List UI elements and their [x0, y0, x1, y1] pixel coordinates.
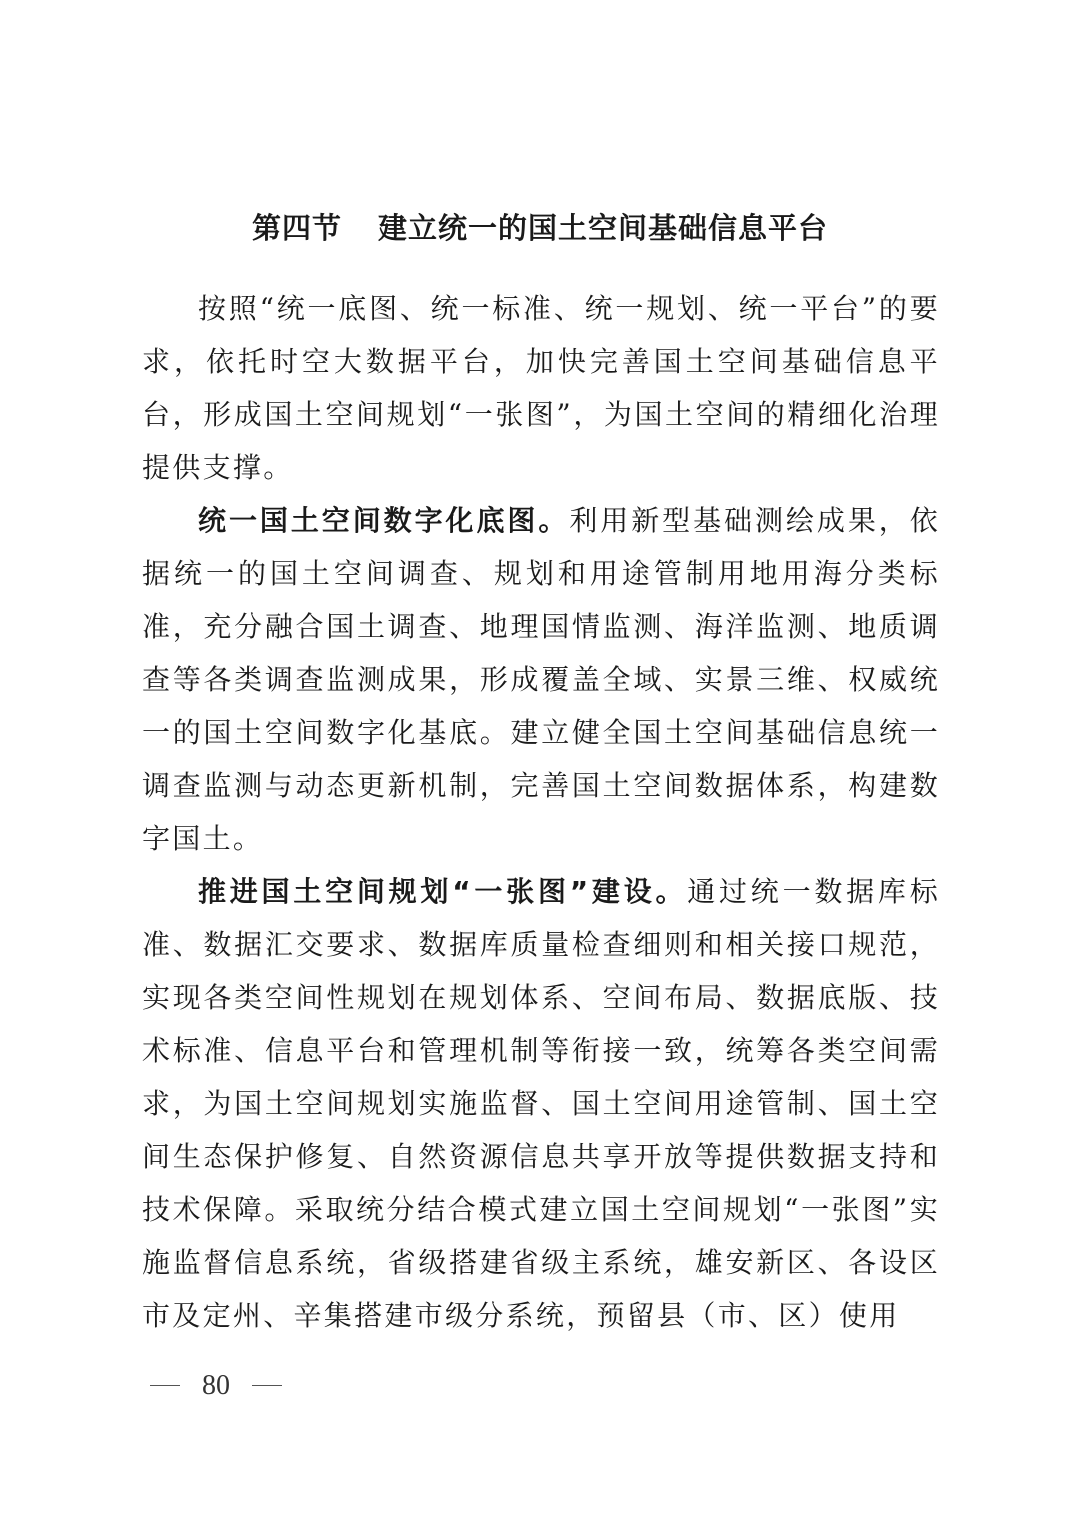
- body-text: [142, 282, 940, 1342]
- footer-dash-left: [150, 1385, 180, 1386]
- paragraph-digital-base-map: [142, 494, 940, 865]
- paragraph-lead: 推进国土空间规划“一张图”建设。: [198, 875, 688, 908]
- page-number: 80: [202, 1369, 230, 1401]
- page-footer: [150, 1364, 282, 1406]
- paragraph-text: 利用新型基础测绘成果，依据统一的国土空间调查、规划和用途管制用地用海分类标准，充分融合国土调查、地理国情监测、海洋监测、地质调查等各类调查监测成果，形成覆盖全域、实景三维、权威统一的国土空间数字化基底。建立健全国土空间基础信息统一调查监测与动态更新机制，完善国土空间数据体系，构建数字国土。: [142, 504, 940, 855]
- section-number: 第四节: [251, 211, 342, 245]
- paragraph-intro: [142, 282, 940, 494]
- footer-dash-right: [252, 1385, 282, 1386]
- paragraph-text: 按照“统一底图、统一标准、统一规划、统一平台”的要求，依托时空大数据平台，加快完善国土空间基础信息平台，形成国土空间规划“一张图”，为国土空间的精细化治理提供支撑。: [142, 292, 940, 484]
- section-heading: [0, 206, 1080, 250]
- section-title: 建立统一的国土空间基础信息平台: [378, 211, 829, 245]
- paragraph-text: 通过统一数据库标准、数据汇交要求、数据库质量检查细则和相关接口规范，实现各类空间性规划在规划体系、空间布局、数据底版、技术标准、信息平台和管理机制等衔接一致，统筹各类空间需求，为国土空间规划实施监督、国土空间用途管制、国土空间生态保护修复、自然资源信息共享开放等提供数据支持和技术保障。采取统分结合模式建立国土空间规划“一张图”实施监督信息系统，省级搭建省级主系统，雄安新区、各设区市及定州、辛集搭建市级分系统，预留县（市、区）使用: [142, 875, 940, 1332]
- paragraph-one-map: [142, 865, 940, 1342]
- paragraph-lead: 统一国土空间数字化底图。: [198, 504, 570, 537]
